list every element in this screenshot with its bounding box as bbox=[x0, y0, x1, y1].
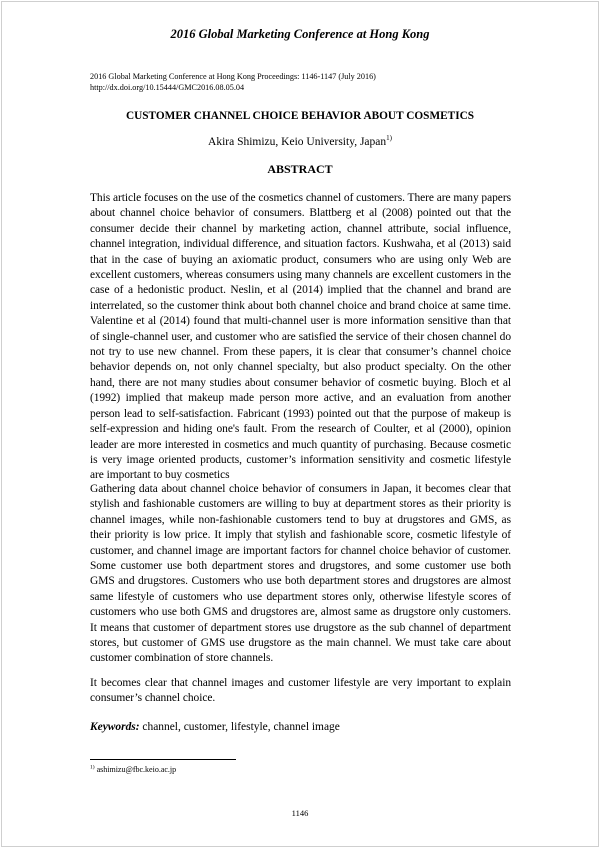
abstract-paragraph-2: Gathering data about channel choice behavior of consumers in Japan, it becomes clear that stylish and fashionable customers are willing to buy at department stores as their priority is channel images, while non-fashionable customers tend to buy at drugstores and GMS, as their priority is low price. It imply that stylish and fashionable score, cosmetic lifestyle of customer, and channel image are important factors for channel choice behavior of customer. Some customer use both department stores and drugstores, and some customer use both GMS and drugstores. Customers who use both department stores and drugstores are almost same lifestyle of customers who use department stores only, otherwise lifestyle scores of customers who use both GMS and drugstores are, almost same as drugstore only customers. It means that customer of department stores use drugstore as the sub channel of department stores, but customer of GMS use drugstore as the main channel. We must take care about customer combination of store channels. bbox=[90, 483, 511, 665]
conference-header: 2016 Global Marketing Conference at Hong Kong bbox=[170, 27, 430, 41]
abstract-paragraph-3: It becomes clear that channel images and customer lifestyle are very important to explain consumer’s channel choice. bbox=[90, 677, 511, 705]
keywords-text: channel, customer, lifestyle, channel image bbox=[139, 721, 340, 733]
proceedings-info bbox=[90, 72, 530, 93]
abstract-heading: ABSTRACT bbox=[267, 162, 333, 176]
keywords-label: Keywords: bbox=[90, 721, 140, 733]
doi-link[interactable]: http://dx.doi.org/10.15444/GMC2016.08.05.04 bbox=[90, 82, 245, 92]
author-name: Akira Shimizu, Keio University, Japan bbox=[208, 136, 387, 148]
keywords-line bbox=[90, 720, 511, 735]
footnote bbox=[90, 765, 176, 775]
abstract-paragraph-1: This article focuses on the use of the cosmetics channel of customers. There are many papers about channel choice behavior of consumers. Blattberg et al (2008) pointed out that the consumer decide their channel by marketing action, channel attribute, social influence, channel integration, individual difference, and situation factors. Kushwaha, et al (2013) said that in the case of buying an axiomatic product, consumers who are using only Web are excellent customers, whereas consumers using many channels are excellent customers in the case of a hedonistic product. Neslin, et al (2014) implied that the channel and brand are interrelated, so the customer think about both channel choice and brand choice at same time. Valentine et al (2014) found that multi-channel user is more information sensitive than that of single-channel user, and customer who are satisfied the service of their chosen channel do not try to use new channel. From these papers, it is clear that consumer’s channel choice behavior depends on, not only channel specialty, but also product specialty. On the other hand, there are not many studies about consumer behavior of cosmetic buying. Bloch et al (1992) implied that makeup made person more active, and an evaluation from another person lead to self-satisfaction. Fabricant (1993) pointed out that the purpose of makeup is self-expression and hiding one's fault. From the research of Coulter, et al (2000), opinion leader are more interested in cosmetics and much quantity of purchasing. Because cosmetic is very image oriented products, customer’s information sensitivity and cosmetic lifestyle are important to buy cosmetics bbox=[90, 192, 511, 482]
page-number: 1146 bbox=[291, 808, 309, 818]
author-line bbox=[0, 136, 600, 148]
paper-title: CUSTOMER CHANNEL CHOICE BEHAVIOR ABOUT COSMETICS bbox=[125, 110, 475, 122]
proceedings-citation: 2016 Global Marketing Conference at Hong Kong Proceedings: 1146-1147 (July 2016) bbox=[90, 72, 376, 81]
author-footnote-marker: 1) bbox=[386, 134, 392, 143]
footnote-marker: 1) bbox=[90, 764, 95, 771]
footnote-email[interactable]: ashimizu@fbc.keio.ac.jp bbox=[94, 765, 177, 774]
footnote-divider bbox=[90, 759, 236, 760]
